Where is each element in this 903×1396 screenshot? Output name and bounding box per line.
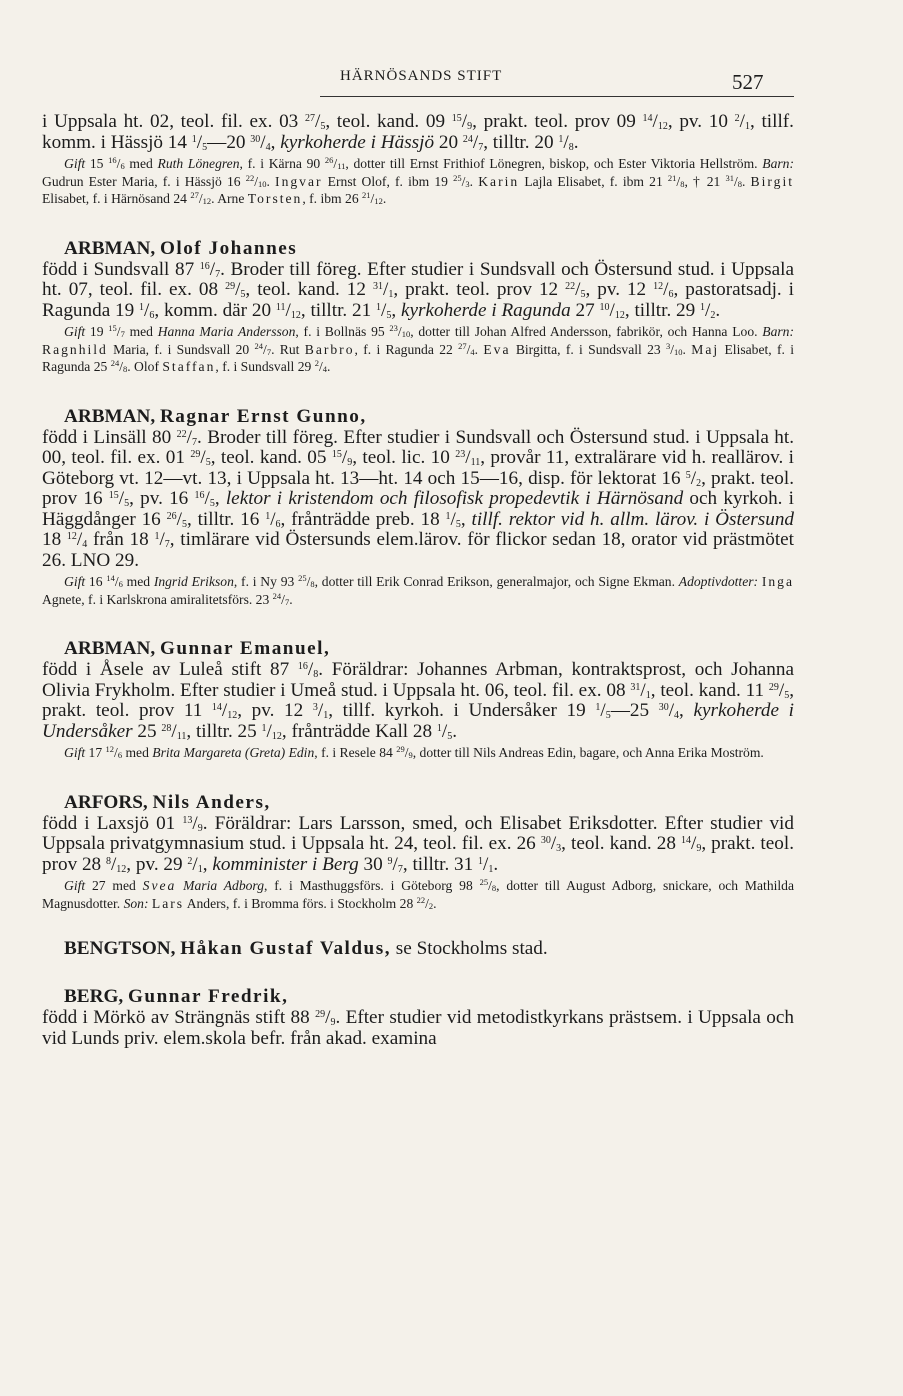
- entry-arbman-ragnar: [42, 406, 794, 609]
- entry-given-names: Håkan Gustaf Valdus,: [180, 938, 391, 959]
- entry-arbman-olof: [42, 238, 794, 376]
- entry-given-names: Gunnar Emanuel,: [159, 638, 331, 659]
- entry-bio: i Uppsala ht. 02, teol. fil. ex. 03 $^{27}/_5$, teol. kand. 09 $^{15}/_9$, prakt. teol. prov 09 $^{14}/_{12}$, pv. 10 $^2/_1$, tillf. komm. i Hässjö 14 $^1/_5—20$ $^{30}/_4$, kyrkoherde i Hässjö 20 $^{24}/_7$, tilltr. 20 $^1/_8$.: [42, 111, 794, 153]
- entry-arbman-gunnar: [42, 638, 794, 762]
- entry-heading: [42, 792, 794, 814]
- entry-surname: BENGTSON,: [64, 938, 176, 959]
- entry-bio: född i Sundsvall 87 $^{16}/_7$. Broder till föreg. Efter studier i Sundsvall och Östersund stud. i Uppsala ht. 07, teol. fil. ex. 08 $^{29}/_5$, teol. kand. 12 $^{31}/_1$, prakt. teol. prov 12 $^{22}/_5$, pv. 12 $^{12}/_6$, pastoratsadj. i Ragunda 19 $^1/_6$, komm. där 20 $^{11}/_{12}$, tilltr. 21 $^1/_5$, kyrkoherde i Ragunda 27 $^{10}/_{12}$, tilltr. 29 $^1/_2$.: [42, 258, 795, 321]
- entry-given-names: Olof Johannes: [159, 237, 298, 259]
- entry-heading: [42, 406, 794, 428]
- entry-bio: född i Linsäll 80 $^{22}/_7$. Broder till föreg. Efter studier i Sundsvall och Östersund stud. i Uppsala ht. 00, teol. fil. ex. 01 $^{29}/_5$, teol. kand. 05 $^{15}/_9$, teol. lic. 10 $^{23}/_{11}$, provår 11, extralärare vid h. reallärov. i Göteborg vt. 12—vt. 13, i Uppsala ht. 13—ht. 14 och 15—16, disp. för lektorat 16 $^5/_2$, prakt. teol. prov 16 $^{15}/_5$, pv. 16 $^{16}/_5$, lektor i kristendom och filosofisk propedevtik i Härnösand och kyrkoh. i Häggdånger 16 $^{26}/_5$, tilltr. 16 $^1/_6$, frånträdde preb. 18 $^1/_5$, tillf. rektor vid h. allm. lärov. i Östersund 18 $^{12}/_4$ från 18 $^1/_7$, timlärare vid Östersunds elem.lärov. för flickor sedan 18, orator vid prästmötet 26. LNO 29.: [42, 426, 795, 571]
- entry-surname: ARBMAN,: [64, 237, 156, 259]
- entry-family: Gift 15 $^{16}/_6$ med Ruth Lönegren, f. i Kärna 90 $^{26}/_{11}$, dotter till Ernst Frithiof Lönegren, biskop, och Ester Viktoria Hellström. Barn: Gudrun Ester Maria, f. i Hässjö 16 $^{22}/_{10}$. Ingvar Ernst Olof, f. ibm 19 $^{25}/_3$. Karin Lajla Elisabet, f. ibm 21 $^{21}/_8$, † 21 $^{31}/_8$. Birgit Elisabet, f. i Härnösand 24 $^{27}/_{12}$. Arne Torsten, f. ibm 26 $^{21}/_{12}$.: [42, 155, 795, 206]
- header-rule: [320, 96, 794, 97]
- entry-heading: [42, 638, 794, 660]
- entry-see-reference: se Stockholms stad.: [395, 938, 548, 959]
- entry-given-names: Ragnar Ernst Gunno,: [159, 405, 367, 427]
- entry-family: Gift 27 med Svea Maria Adborg, f. i Masthuggsförs. i Göteborg 98 $^{25}/_8$, dotter till August Adborg, snickare, och Mathilda Magnusdotter. Son: Lars Anders, f. i Bromma förs. i Stockholm 28 $^{22}/_2$.: [42, 877, 795, 911]
- entry-family: Gift 19 $^{15}/_7$ med Hanna Maria Andersson, f. i Bollnäs 95 $^{23}/_{10}$, dotter till Johan Alfred Andersson, fabrikör, och Hanna Loo. Barn: Ragnhild Maria, f. i Sundsvall 20 $^{24}/_7$. Rut Barbro, f. i Ragunda 22 $^{27}/_4$. Eva Birgitta, f. i Sundsvall 23 $^3/_{10}$. Maj Elisabet, f. i Ragunda 25 $^{24}/_8$. Olof Staffan, f. i Sundsvall 29 $^2/_4$.: [42, 323, 795, 374]
- entry-heading: [42, 938, 794, 960]
- entry-given-names: Gunnar Fredrik,: [127, 986, 289, 1007]
- entry-surname: BERG,: [64, 986, 124, 1007]
- entry-family: Gift 17 $^{12}/_6$ med Brita Margareta (Greta) Edin, f. i Resele 84 $^{29}/_9$, dotter till Nils Andreas Edin, bagare, och Anna Erika Moström.: [64, 744, 764, 760]
- entry-bio: född i Laxsjö 01 $^{13}/_9$. Föräldrar: Lars Larsson, smed, och Elisabet Eriksdotter. Efter studier vid Uppsala privatgymnasium stud. i Uppsala ht. 24, teol. fil. ex. 26 $^{30}/_3$, teol. kand. 28 $^{14}/_9$, prakt. teol. prov 28 $^8/_{12}$, pv. 29 $^2/_1$, komminister i Berg 30 $^9/_7$, tilltr. 31 $^1/_1$.: [42, 812, 794, 875]
- entry-given-names: Nils Anders,: [152, 791, 271, 813]
- entry-bengtson-hakan: [42, 938, 794, 960]
- entry-bio: född i Åsele av Luleå stift 87 $^{16}/_8$. Föräldrar: Johannes Arbman, kontraktsprost, och Johanna Olivia Frykholm. Efter studier i Umeå stud. i Uppsala ht. 06, teol. fil. ex. 08 $^{31}/_1$, teol. kand. 11 $^{29}/_5$, prakt. teol. prov 11 $^{14}/_{12}$, pv. 12 $^3/_1$, tillf. kyrkoh. i Undersåker 19 $^1/_5—25$ $^{30}/_4$, kyrkoherde i Undersåker 25 $^{28}/_{11}$, tilltr. 25 $^1/_{12}$, frånträdde Kall 28 $^1/_5$.: [42, 659, 795, 742]
- entry-berg-gunnar: [42, 986, 794, 1049]
- entry-surname: ARBMAN,: [64, 638, 156, 659]
- entry-heading: [42, 986, 794, 1008]
- entry-heading: [42, 238, 794, 260]
- page-body: [42, 112, 794, 1049]
- entry-surname: ARFORS,: [64, 791, 148, 813]
- page-number: 527: [732, 70, 764, 94]
- running-header-title: HÄRNÖSANDS STIFT: [340, 68, 503, 84]
- entry-family: Gift 16 $^{14}/_6$ med Ingrid Erikson, f. i Ny 93 $^{25}/_8$, dotter till Erik Conrad Erikson, generalmajor, och Signe Ekman. Adoptivdotter: Inga Agnete, f. i Karlskrona amiralitetsförs. 23 $^{24}/_7$.: [42, 573, 794, 607]
- entry-bio: född i Mörkö av Strängnäs stift 88 $^{29}/_9$. Efter studier vid metodistkyrkans prästsem. i Uppsala och vid Lunds priv. elem.skola befr. från akad. examina: [42, 1007, 794, 1049]
- entry-continuation: [42, 112, 794, 208]
- entry-surname: ARBMAN,: [64, 405, 156, 427]
- entry-arfors-nils: [42, 792, 794, 913]
